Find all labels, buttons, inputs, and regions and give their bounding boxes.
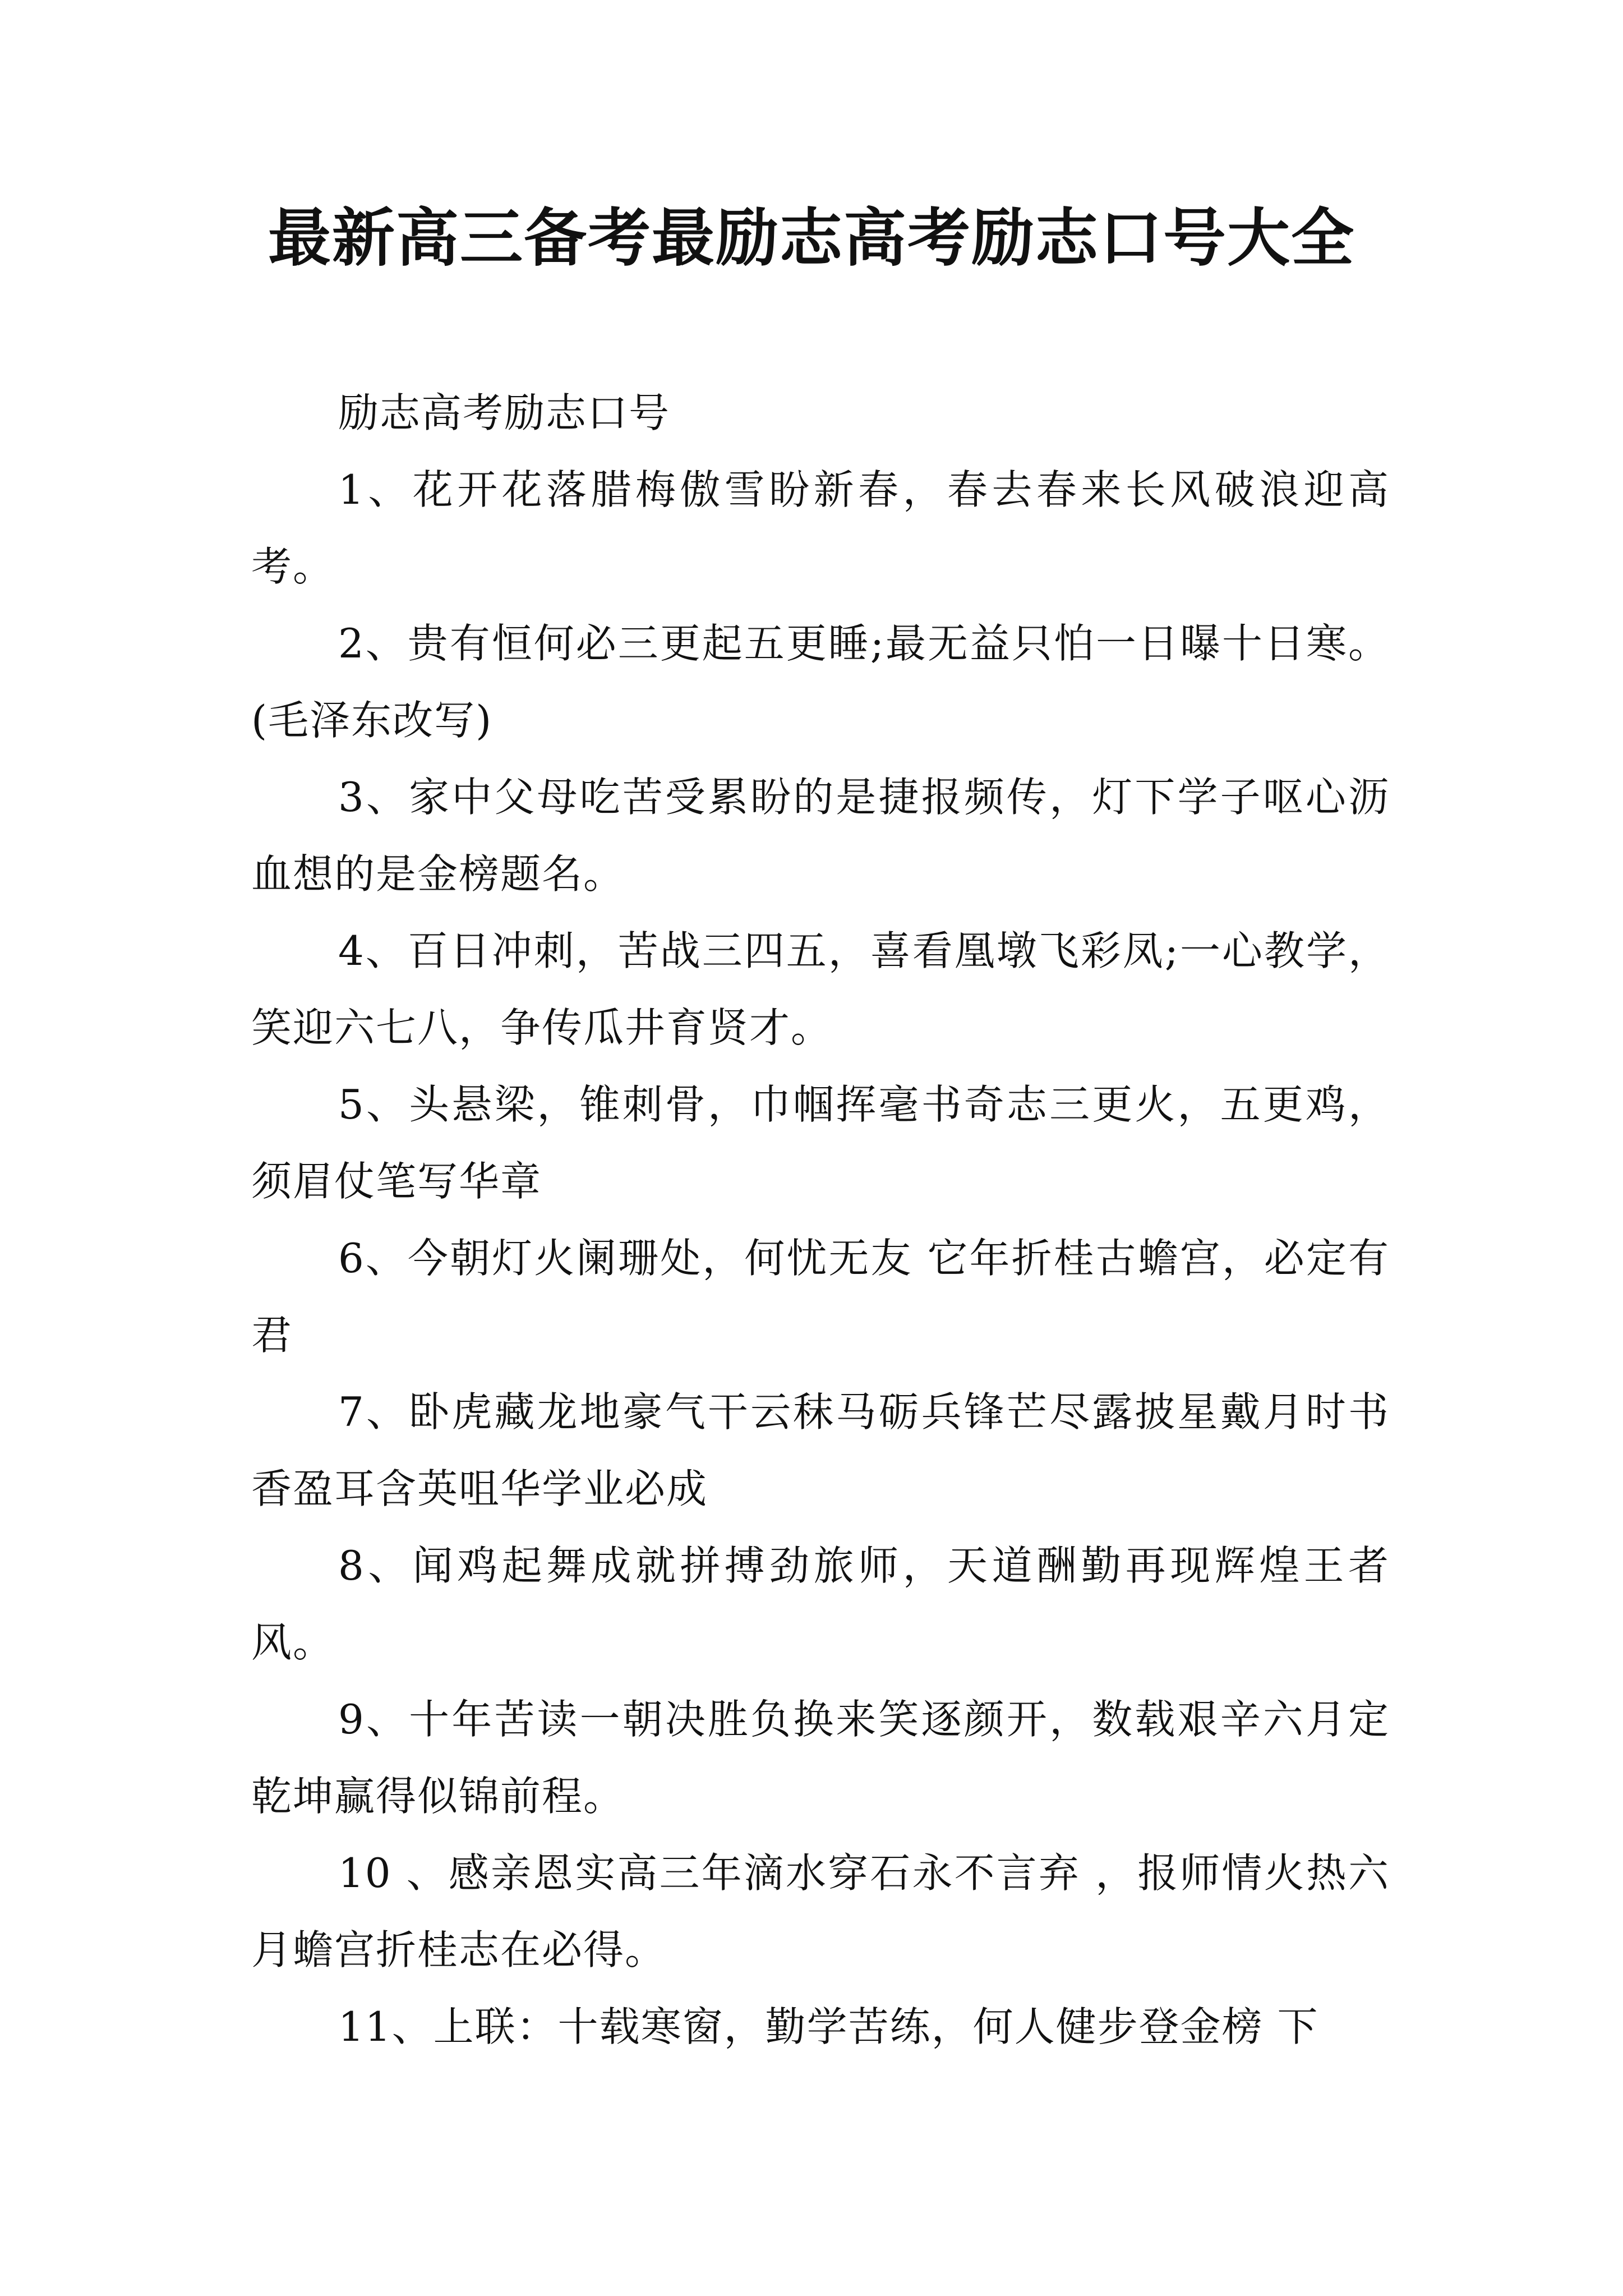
slogan-paragraph: 10 、感亲恩实高三年滴水穿石永不言弃 ，报师情火热六月蟾宫折桂志在必得。 [251,1849,1390,1973]
slogan-paragraph: 4、百日冲刺，苦战三四五，喜看凰墩飞彩凤;一心教学，笑迎六七八，争传瓜井育贤才。 [251,927,1390,1051]
slogan-paragraph: 9、十年苦读一朝决胜负换来笑逐颜开，数载艰辛六月定乾坤赢得似锦前程。 [251,1696,1390,1820]
slogan-paragraph: 7、卧虎藏龙地豪气干云秣马砺兵锋芒尽露披星戴月时书香盈耳含英咀华学业必成 [251,1388,1390,1512]
slogan-paragraph: 1、花开花落腊梅傲雪盼新春，春去春来长风破浪迎高考。 [251,466,1390,590]
slogan-paragraph: 8、闻鸡起舞成就拼搏劲旅师，天道酬勤再现辉煌王者风。 [251,1542,1390,1666]
slogan-paragraph: 6、今朝灯火阑珊处，何忧无友 它年折桂古蟾宫，必定有君 [251,1235,1390,1359]
slogan-paragraph: 11、上联：十载寒窗，勤学苦练，何人健步登金榜 下 [338,2003,1319,2050]
document-body [251,375,1390,2065]
slogan-paragraph: 3、家中父母吃苦受累盼的是捷报频传，灯下学子呕心沥血想的是金榜题名。 [251,774,1390,898]
slogan-paragraph: 5、头悬梁，锥刺骨，巾帼挥毫书奇志三更火，五更鸡，须眉仗笔写华章 [251,1081,1390,1205]
section-heading: 励志高考励志口号 [338,389,671,436]
slogan-paragraph: 2、贵有恒何必三更起五更睡;最无益只怕一日曝十日寒。(毛泽东改写) [251,620,1390,744]
document-title: 最新高三备考最励志高考励志口号大全 [268,202,1355,275]
